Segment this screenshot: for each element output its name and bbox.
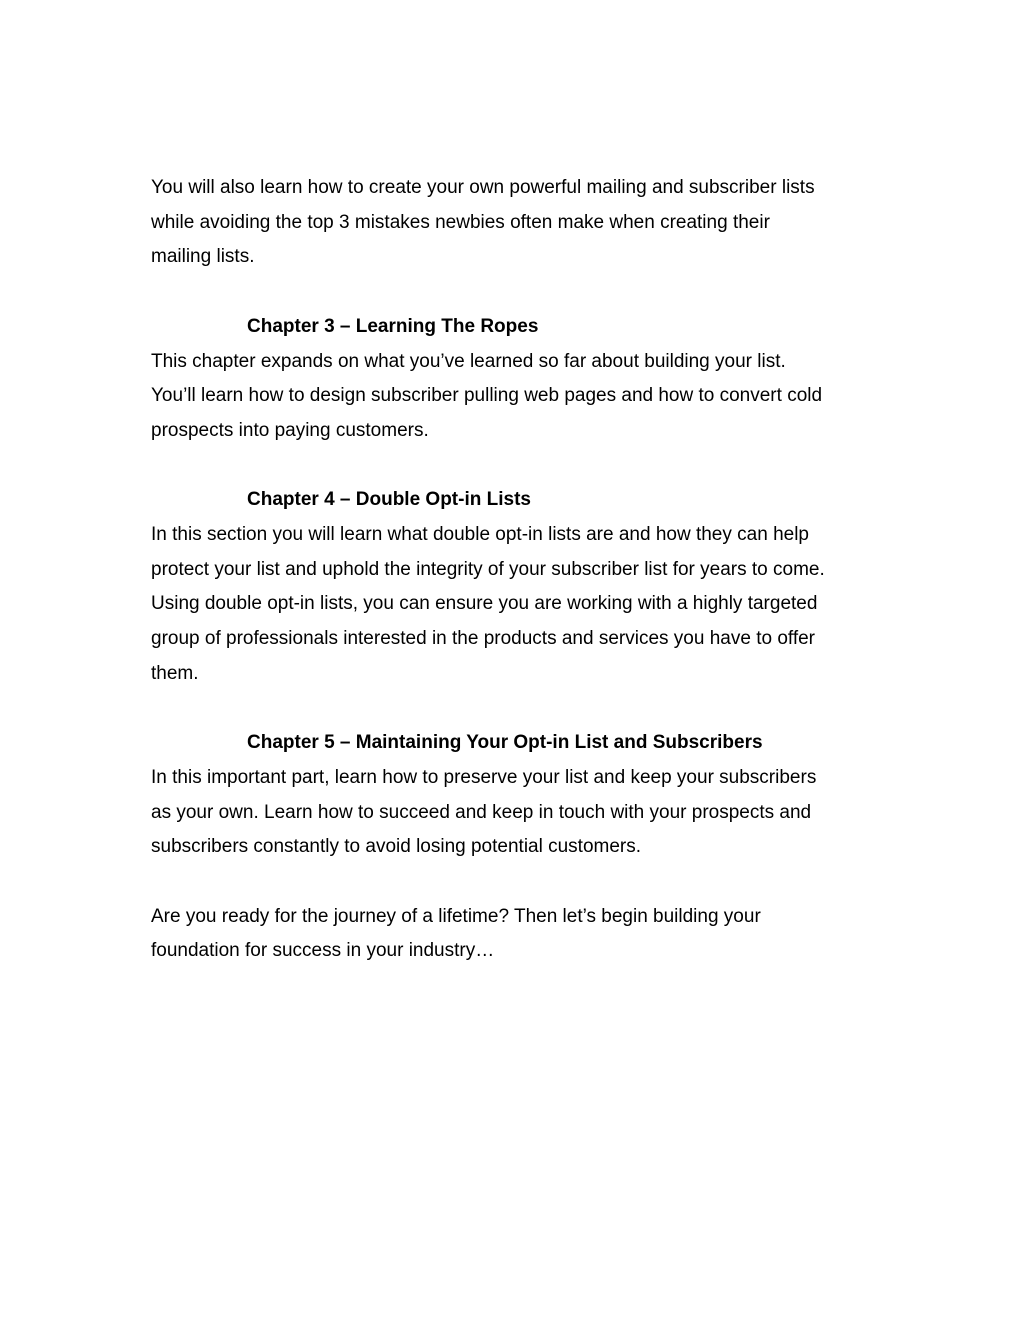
text-line: mailing lists.	[151, 246, 255, 268]
chapter-4-heading: Chapter 4 – Double Opt-in Lists	[247, 489, 531, 511]
chapter-5-paragraph	[151, 761, 881, 865]
text-line: Are you ready for the journey of a lifetime? Then let’s begin building your	[151, 905, 761, 927]
chapter-3-heading: Chapter 3 – Learning The Ropes	[247, 315, 539, 337]
text-line: them.	[151, 662, 199, 684]
closing-paragraph	[151, 900, 881, 969]
text-line: Using double opt-in lists, you can ensure you are working with a highly targeted	[151, 593, 818, 615]
text-line: You’ll learn how to design subscriber pulling web pages and how to convert cold	[151, 385, 823, 407]
intro-paragraph	[151, 171, 881, 275]
text-line: foundation for success in your industry…	[151, 940, 495, 962]
text-line: subscribers constantly to avoid losing potential customers.	[151, 836, 642, 858]
paragraph-spacer	[151, 865, 881, 900]
text-line: You will also learn how to create your own powerful mailing and subscriber lists	[151, 177, 815, 198]
text-line: group of professionals interested in the products and services you have to offer	[151, 628, 815, 650]
chapter-5-heading: Chapter 5 – Maintaining Your Opt-in List and Subscribers	[247, 732, 763, 754]
paragraph-spacer	[151, 449, 881, 484]
text-line: prospects into paying customers.	[151, 419, 429, 441]
chapter-4-paragraph	[151, 518, 881, 692]
text-line: protect your list and uphold the integrity of your subscriber list for years to come.	[151, 558, 825, 580]
text-line: In this important part, learn how to preserve your list and keep your subscribers	[151, 766, 817, 788]
chapter-3-paragraph	[151, 345, 881, 449]
text-line: as your own. Learn how to succeed and keep in touch with your prospects and	[151, 801, 812, 823]
document-page	[151, 171, 881, 969]
paragraph-spacer	[151, 692, 881, 727]
text-line: This chapter expands on what you’ve learned so far about building your list.	[151, 350, 786, 372]
text-line: In this section you will learn what double opt-in lists are and how they can help	[151, 524, 809, 545]
paragraph-spacer	[151, 275, 881, 310]
text-line: while avoiding the top 3 mistakes newbies often make when creating their	[151, 211, 770, 233]
